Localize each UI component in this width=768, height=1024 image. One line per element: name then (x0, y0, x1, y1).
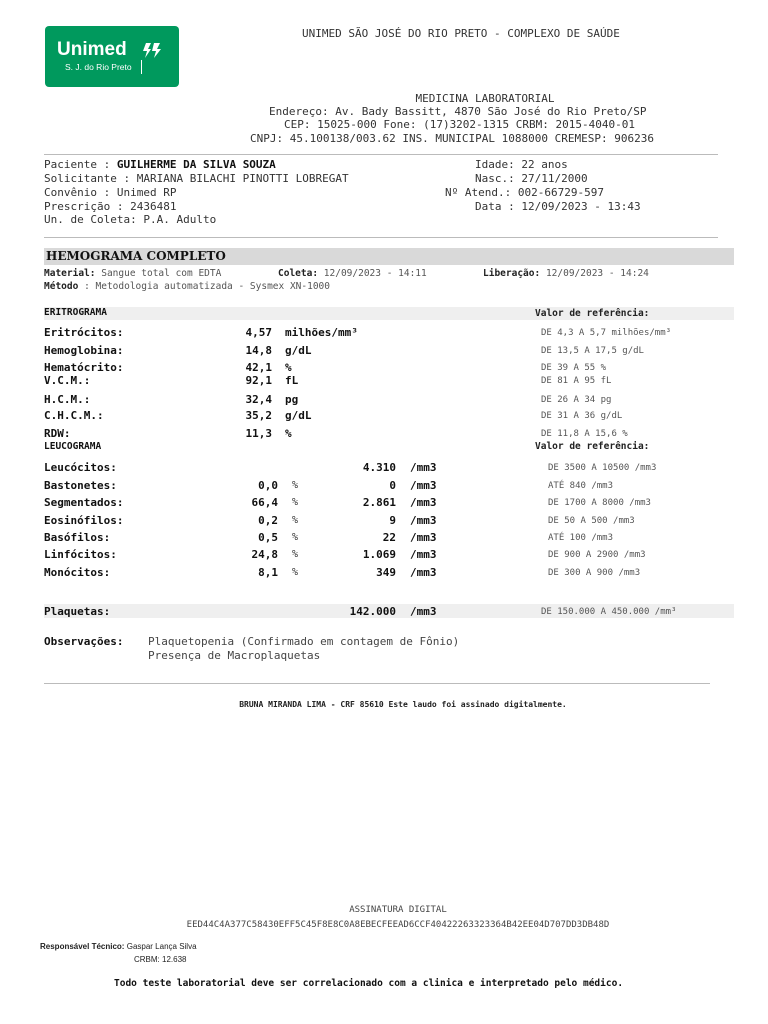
observacoes-line-1: Plaquetopenia (Confirmado em contagem de Fônio) (148, 635, 460, 648)
leucograma-row-pct: 0,5 (258, 531, 278, 544)
eritrograma-row-value: 92,1 (245, 374, 272, 387)
org-name: UNIMED SÃO JOSÉ DO RIO PRETO - COMPLEXO DE SAÚDE (302, 27, 620, 40)
eritrograma-row-label: Hematócrito: (44, 361, 124, 374)
leucograma-row-unit: /mm3 (410, 496, 437, 509)
leucograma-row-abs: 22 (382, 531, 396, 544)
eritrograma-row-label: RDW: (44, 427, 71, 440)
digital-signature-label: ASSINATURA DIGITAL (349, 905, 447, 915)
atendimento: Nº Atend.: 002-66729-597 (445, 186, 604, 199)
unimed-tree-icon (141, 41, 163, 59)
logo-subtitle: S. J. do Rio Preto (65, 62, 132, 72)
lab-address: Endereço: Av. Bady Bassitt, 4870 São José do Rio Preto/SP (269, 105, 647, 118)
leucograma-row-pct-sign: % (292, 532, 299, 543)
solicitante-name: MARIANA BILACHI PINOTTI LOBREGAT (136, 172, 349, 185)
prescricao-label: Prescrição : (44, 200, 124, 213)
leucograma-row-pct-sign: % (292, 480, 299, 491)
plaquetas-unit: /mm3 (410, 605, 437, 618)
paciente-label: Paciente : (44, 158, 111, 171)
divider (44, 237, 718, 238)
logo-divider (141, 60, 142, 74)
leucograma-row-pct: 0,2 (258, 514, 278, 527)
observacoes-label: Observações: (44, 635, 124, 648)
eritrograma-row-ref: DE 81 A 95 fL (541, 376, 612, 386)
leucograma-row-ref: DE 50 A 500 /mm3 (548, 516, 635, 526)
lab-registry: CNPJ: 45.100138/003.62 INS. MUNICIPAL 1088000 CREMESP: 906236 (250, 132, 654, 145)
eritrograma-row-value: 11,3 (245, 427, 272, 440)
leucograma-row-pct: 0,0 (258, 479, 278, 492)
idade: Idade: 22 anos (475, 158, 568, 171)
eritrograma-row-unit: % (285, 427, 292, 440)
leucograma-row-unit: /mm3 (410, 548, 437, 561)
leucograma-row-unit: /mm3 (410, 531, 437, 544)
leucograma-row-ref: DE 300 A 900 /mm3 (548, 568, 641, 578)
dept-name: MEDICINA LABORATORIAL (415, 92, 555, 105)
coleta-label: Coleta: (278, 268, 319, 279)
convenio-row (44, 186, 176, 199)
eritrograma-row-ref: DE 4,3 A 5,7 milhões/mm³ (541, 328, 672, 338)
leucocitos-unit: /mm3 (410, 461, 437, 474)
eritrograma-row-unit: fL (285, 374, 299, 387)
eritrograma-row-unit: g/dL (285, 409, 312, 422)
leucograma-row-abs: 349 (376, 566, 396, 579)
eritrograma-row-unit: milhões/mm³ (285, 326, 358, 339)
data-atendimento: Data : 12/09/2023 - 13:43 (475, 200, 641, 213)
leucograma-row-ref: ATÉ 840 /mm3 (548, 481, 614, 491)
metodo-value: : Metodologia automatizada - Sysmex XN-1000 (84, 281, 331, 292)
prescricao-row (44, 200, 176, 213)
leucograma-row-label: Segmentados: (44, 496, 124, 509)
divider (44, 154, 718, 155)
leucograma-row-unit: /mm3 (410, 514, 437, 527)
leucograma-row-pct-sign: % (292, 549, 299, 560)
material-label: Material: (44, 268, 96, 279)
prescricao-value: 2436481 (130, 200, 177, 213)
leucograma-row-abs: 9 (389, 514, 396, 527)
solicitante-row (44, 172, 349, 185)
coleta-unit-row (44, 213, 216, 226)
coleta-row (278, 268, 427, 279)
eritrograma-ref-head: Valor de referência: (535, 308, 650, 319)
leucocitos-value: 4.310 (362, 461, 396, 474)
metodo-row (44, 281, 330, 292)
responsavel-name: Gaspar Lança Silva (126, 942, 197, 951)
eritrograma-row-label: V.C.M.: (44, 374, 91, 387)
eritrograma-row-unit: g/dL (285, 344, 312, 357)
plaquetas-label: Plaquetas: (44, 605, 111, 618)
coleta-value: 12/09/2023 - 14:11 (323, 268, 427, 279)
leucograma-row-pct-sign: % (292, 515, 299, 526)
leucograma-row-label: Basófilos: (44, 531, 111, 544)
unimed-logo (45, 26, 179, 87)
footer-note: Todo teste laboratorial deve ser correlacionado com a clinica e interpretado pelo médico. (114, 978, 624, 989)
convenio-value: Unimed RP (116, 186, 177, 199)
eritrograma-row-label: H.C.M.: (44, 393, 91, 406)
leucograma-row-abs: 0 (389, 479, 396, 492)
coleta-unit-value: P.A. Adulto (143, 213, 217, 226)
eritrograma-row-ref: DE 31 A 36 g/dL (541, 411, 623, 421)
eritrograma-row-unit: % (285, 361, 292, 374)
divider (44, 683, 710, 684)
plaquetas-ref: DE 150.000 A 450.000 /mm³ (541, 607, 677, 617)
eritrograma-row-value: 35,2 (245, 409, 272, 422)
exam-title: HEMOGRAMA COMPLETO (46, 249, 226, 263)
leucograma-label: LEUCOGRAMA (44, 441, 102, 452)
liberacao-row (483, 268, 649, 279)
solicitante-label: Solicitante : (44, 172, 131, 185)
eritrograma-row-value: 42,1 (245, 361, 272, 374)
leucograma-row-ref: ATÉ 100 /mm3 (548, 533, 614, 543)
leucograma-row-pct: 24,8 (251, 548, 278, 561)
leucograma-row-pct: 66,4 (251, 496, 278, 509)
leucograma-row-pct-sign: % (292, 497, 299, 508)
leucograma-row-label: Linfócitos: (44, 548, 117, 561)
digital-signature-hash: EED44C4A377C58430EFF5C45F8E8C0A8EBECFEEAD6CCF40422263323364B42EE04D707DD3DB48D (186, 920, 610, 930)
eritrograma-row-ref: DE 11,8 A 15,6 % (541, 429, 628, 439)
leucograma-row-ref: DE 900 A 2900 /mm3 (548, 550, 646, 560)
eritrograma-row-value: 32,4 (245, 393, 272, 406)
eritrograma-row-ref: DE 13,5 A 17,5 g/dL (541, 346, 644, 356)
patient-row (44, 158, 276, 171)
lab-contact: CEP: 15025-000 Fone: (17)3202-1315 CRBM: 2015-4040-01 (284, 118, 635, 131)
leucograma-ref-head: Valor de referência: (535, 441, 650, 452)
leucograma-row-unit: /mm3 (410, 566, 437, 579)
responsavel-label: Responsável Técnico: (40, 942, 125, 951)
liberacao-value: 12/09/2023 - 14:24 (545, 268, 649, 279)
logo-brand: Unimed (57, 39, 127, 60)
leucocitos-label: Leucócitos: (44, 461, 117, 474)
leucograma-row-label: Bastonetes: (44, 479, 117, 492)
coleta-unit-label: Un. de Coleta: (44, 213, 137, 226)
leucograma-row-abs: 2.861 (362, 496, 396, 509)
leucograma-row-label: Monócitos: (44, 566, 111, 579)
material-value: Sangue total com EDTA (101, 268, 222, 279)
responsavel-crbm: CRBM: 12.638 (134, 955, 187, 964)
metodo-label: Método (44, 281, 79, 292)
eritrograma-row-label: Hemoglobina: (44, 344, 124, 357)
signature-line: BRUNA MIRANDA LIMA - CRF 85610 Este laudo foi assinado digitalmente. (239, 700, 567, 709)
exam-title-bar (44, 248, 734, 265)
eritrograma-row-ref: DE 26 A 34 pg (541, 395, 612, 405)
leucograma-row-ref: DE 1700 A 8000 /mm3 (548, 498, 651, 508)
eritrograma-label: ERITROGRAMA (44, 307, 107, 318)
eritrograma-row-unit: pg (285, 393, 299, 406)
leucograma-row-abs: 1.069 (362, 548, 396, 561)
observacoes-line-2: Presença de Macroplaquetas (148, 649, 321, 662)
leucograma-row-unit: /mm3 (410, 479, 437, 492)
leucograma-row-label: Eosinófilos: (44, 514, 124, 527)
eritrograma-row-label: Eritrócitos: (44, 326, 124, 339)
leucograma-row-pct: 8,1 (258, 566, 278, 579)
eritrograma-row-value: 4,57 (245, 326, 272, 339)
eritrograma-row-ref: DE 39 A 55 % (541, 363, 607, 373)
liberacao-label: Liberação: (483, 268, 541, 279)
eritrograma-row-label: C.H.C.M.: (44, 409, 104, 422)
convenio-label: Convênio : (44, 186, 111, 199)
plaquetas-value: 142.000 (349, 605, 396, 618)
material-row (44, 268, 221, 279)
responsavel-row (40, 942, 197, 951)
leucocitos-ref: DE 3500 A 10500 /mm3 (548, 463, 657, 473)
paciente-name: GUILHERME DA SILVA SOUZA (116, 158, 276, 171)
eritrograma-row-value: 14,8 (245, 344, 272, 357)
nascimento: Nasc.: 27/11/2000 (475, 172, 588, 185)
leucograma-row-pct-sign: % (292, 567, 299, 578)
